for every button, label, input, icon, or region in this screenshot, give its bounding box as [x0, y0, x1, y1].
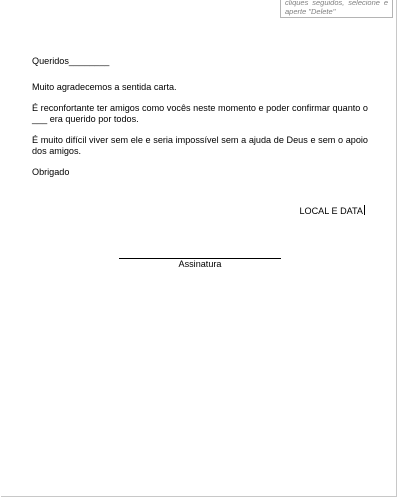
- text-cursor: [364, 205, 365, 215]
- salutation[interactable]: Queridos________: [32, 56, 110, 66]
- place-and-date-text[interactable]: LOCAL E DATA: [299, 206, 363, 216]
- paragraph-thanks[interactable]: Muito agradecemos a sentida carta.: [32, 82, 177, 92]
- instruction-note-line: cliques seguidos, selecione e: [285, 0, 388, 7]
- paragraph-comfort[interactable]: É reconfortante ter amigos como vocês neste momento e poder confirmar quanto o ___ era querido por todos.: [32, 103, 368, 124]
- closing[interactable]: Obrigado: [32, 167, 70, 177]
- instruction-note: [280, 0, 393, 18]
- letter-body[interactable]: [32, 56, 368, 178]
- instruction-note-line: aperte "Delete": [285, 7, 336, 16]
- place-and-date[interactable]: [299, 205, 365, 217]
- document-page: [1, 0, 397, 497]
- paragraph-support[interactable]: É muito difícil viver sem ele e seria impossível sem a ajuda de Deus e sem o apoio dos amigos.: [32, 135, 368, 156]
- signature-label: Assinatura: [178, 259, 222, 269]
